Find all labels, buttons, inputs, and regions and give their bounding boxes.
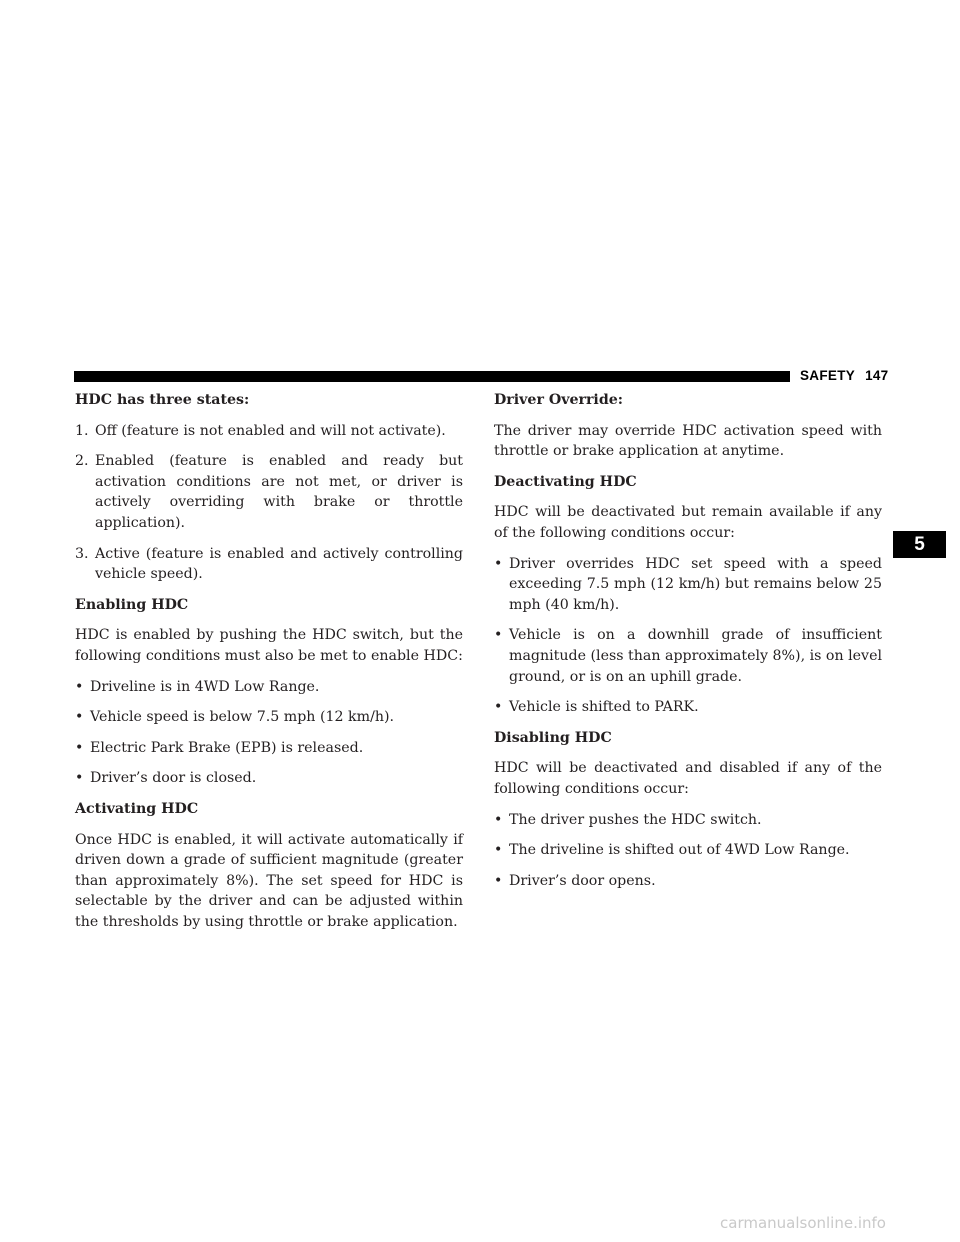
bullet-icon: • (494, 872, 503, 889)
list-item (494, 554, 882, 616)
bullet-icon: • (75, 739, 84, 756)
bullet-icon: • (75, 770, 84, 787)
list-item-text: Vehicle is shifted to PARK. (509, 699, 699, 716)
running-header (800, 368, 889, 383)
item-text: Off (feature is not enabled and will not activate). (95, 422, 446, 439)
list-item (494, 840, 882, 861)
list-item-text: Vehicle is on a downhill grade of insufficient magnitude (less than approximately 8%), is on level ground, or is on an uphill grade. (509, 627, 882, 685)
list-item (494, 871, 882, 892)
numbered-item (75, 451, 463, 533)
bullet-icon: • (494, 842, 503, 859)
deactivating-heading: Deactivating HDC (494, 473, 637, 490)
numbered-item (75, 421, 463, 442)
bullet-icon: • (75, 709, 84, 726)
list-item (75, 738, 463, 759)
bullet-icon: • (494, 627, 503, 644)
list-item-text: Driver overrides HDC set speed with a speed exceeding 7.5 mph (12 km/h) but remains below 25 mph (40 km/h). (509, 555, 882, 613)
item-text: Active (feature is enabled and actively controlling vehicle speed). (95, 545, 463, 583)
right-column (494, 390, 882, 901)
page-number: 147 (865, 368, 889, 383)
bullet-icon: • (494, 555, 503, 572)
list-item-text: The driver pushes the HDC switch. (509, 811, 762, 828)
list-item-text: Driveline is in 4WD Low Range. (90, 678, 320, 695)
enabling-text: HDC is enabled by pushing the HDC switch, but the following conditions must also be met to enable HDC: (75, 627, 463, 664)
list-item-text: The driveline is shifted out of 4WD Low Range. (509, 842, 850, 859)
item-number: 3. (75, 545, 89, 562)
list-item (75, 768, 463, 789)
item-text: Enabled (feature is enabled and ready but activation conditions are not met, or driver is actively overriding with brake or throttle application). (95, 453, 463, 531)
list-item (494, 625, 882, 687)
bullet-icon: • (494, 811, 503, 828)
section-title: SAFETY (800, 368, 856, 383)
header-rule (74, 371, 790, 382)
list-item-text: Vehicle speed is below 7.5 mph (12 km/h). (90, 709, 395, 726)
list-item (494, 810, 882, 831)
list-item (75, 677, 463, 698)
list-item (494, 697, 882, 718)
enabling-heading: Enabling HDC (75, 596, 189, 613)
list-item-text: Driver’s door opens. (509, 872, 656, 889)
watermark-link[interactable]: carmanualsonline.info (720, 1214, 886, 1232)
override-text: The driver may override HDC activation speed with throttle or brake application at anytime. (494, 422, 882, 460)
left-column (75, 390, 463, 942)
activating-text: Once HDC is enabled, it will activate automatically if driven down a grade of sufficient magnitude (greater than approximately 8%). The set speed for HDC is selectable by the driver and can be adjusted within the thresholds by using throttle or brake application. (75, 831, 463, 930)
bullet-icon: • (75, 678, 84, 695)
deactivating-text: HDC will be deactivated but remain available if any of the following conditions occur: (494, 504, 882, 541)
list-item (75, 707, 463, 728)
chapter-tab: 5 (893, 531, 946, 558)
disabling-text: HDC will be deactivated and disabled if any of the following conditions occur: (494, 760, 882, 797)
numbered-item (75, 544, 463, 585)
override-heading: Driver Override: (494, 392, 624, 408)
activating-heading: Activating HDC (75, 800, 199, 817)
bullet-icon: • (494, 699, 503, 716)
list-item-text: Driver’s door is closed. (90, 770, 257, 787)
item-number: 1. (75, 422, 89, 439)
disabling-heading: Disabling HDC (494, 729, 612, 746)
states-heading: HDC has three states: (75, 392, 250, 408)
item-number: 2. (75, 453, 89, 470)
list-item-text: Electric Park Brake (EPB) is released. (90, 739, 364, 756)
